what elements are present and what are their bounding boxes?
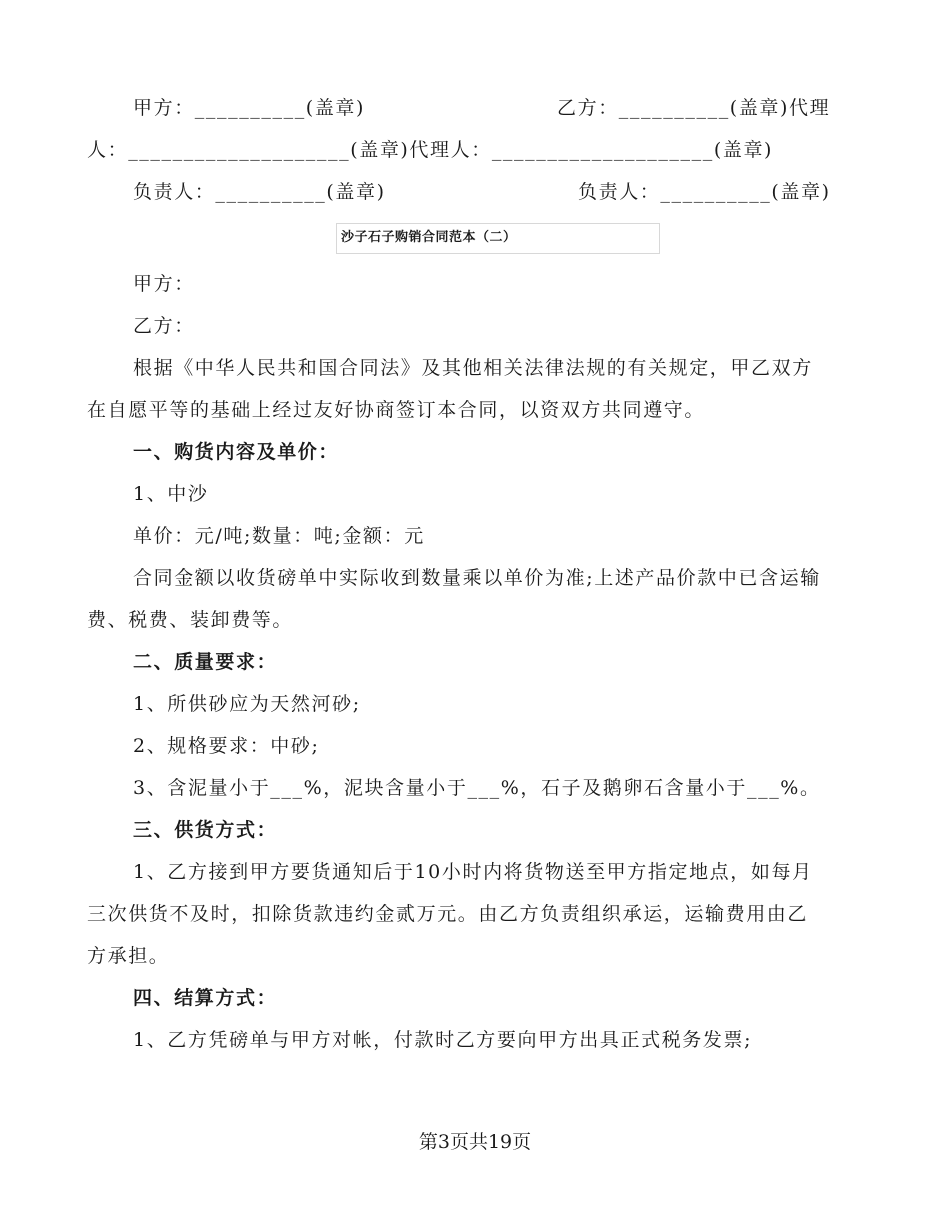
paragraph-line: 三次供货不及时，扣除货款违约金贰万元。由乙方负责组织承运，运输费用由乙 [87, 903, 809, 925]
list-item: 3、含泥量小于___%，泥块含量小于___%，石子及鹅卵石含量小于___%。 [133, 777, 821, 799]
party-b-label: 乙方： [133, 315, 195, 337]
signature-party-b: 乙方：__________(盖章)代理 [557, 97, 831, 119]
section-heading: 四、结算方式： [133, 987, 278, 1009]
intro-line: 在自愿平等的基础上经过友好协商签订本合同，以资双方共同遵守。 [87, 399, 706, 421]
section-heading: 二、质量要求： [133, 651, 278, 673]
doc-title-box [336, 223, 660, 254]
paragraph-line: 合同金额以收货磅单中实际收到数量乘以单价为准;上述产品价款中已含运输 [133, 567, 821, 589]
list-item: 2、规格要求：中砂; [133, 735, 320, 757]
signature-responsible-b: 负责人：__________(盖章) [578, 181, 831, 203]
paragraph-line: 1、乙方凭磅单与甲方对帐，付款时乙方要向甲方出具正式税务发票; [133, 1029, 753, 1051]
signature-party-a: 甲方：__________(盖章) [133, 97, 366, 119]
doc-title: 沙子石子购销合同范本（二） [341, 230, 517, 245]
paragraph-line: 费、税费、装卸费等。 [87, 609, 294, 631]
section-heading: 三、供货方式： [133, 819, 278, 841]
list-item: 1、所供砂应为天然河砂; [133, 693, 361, 715]
signature-responsible-a: 负责人：__________(盖章) [133, 181, 386, 203]
signature-agents: 人：____________________(盖章)代理人：____________________(盖章) [87, 139, 774, 161]
paragraph-line: 方承担。 [87, 945, 170, 967]
price-line: 单价：元/吨;数量：吨;金额：元 [133, 525, 425, 547]
page-footer: 第3页共19页 [418, 1131, 532, 1153]
paragraph-line: 1、乙方接到甲方要货通知后于10小时内将货物送至甲方指定地点，如每月 [133, 861, 813, 883]
section-heading: 一、购货内容及单价： [133, 441, 340, 463]
intro-line: 根据《中华人民共和国合同法》及其他相关法律法规的有关规定，甲乙双方 [133, 357, 813, 379]
party-a-label: 甲方： [133, 273, 195, 295]
list-item: 1、中沙 [133, 483, 209, 505]
